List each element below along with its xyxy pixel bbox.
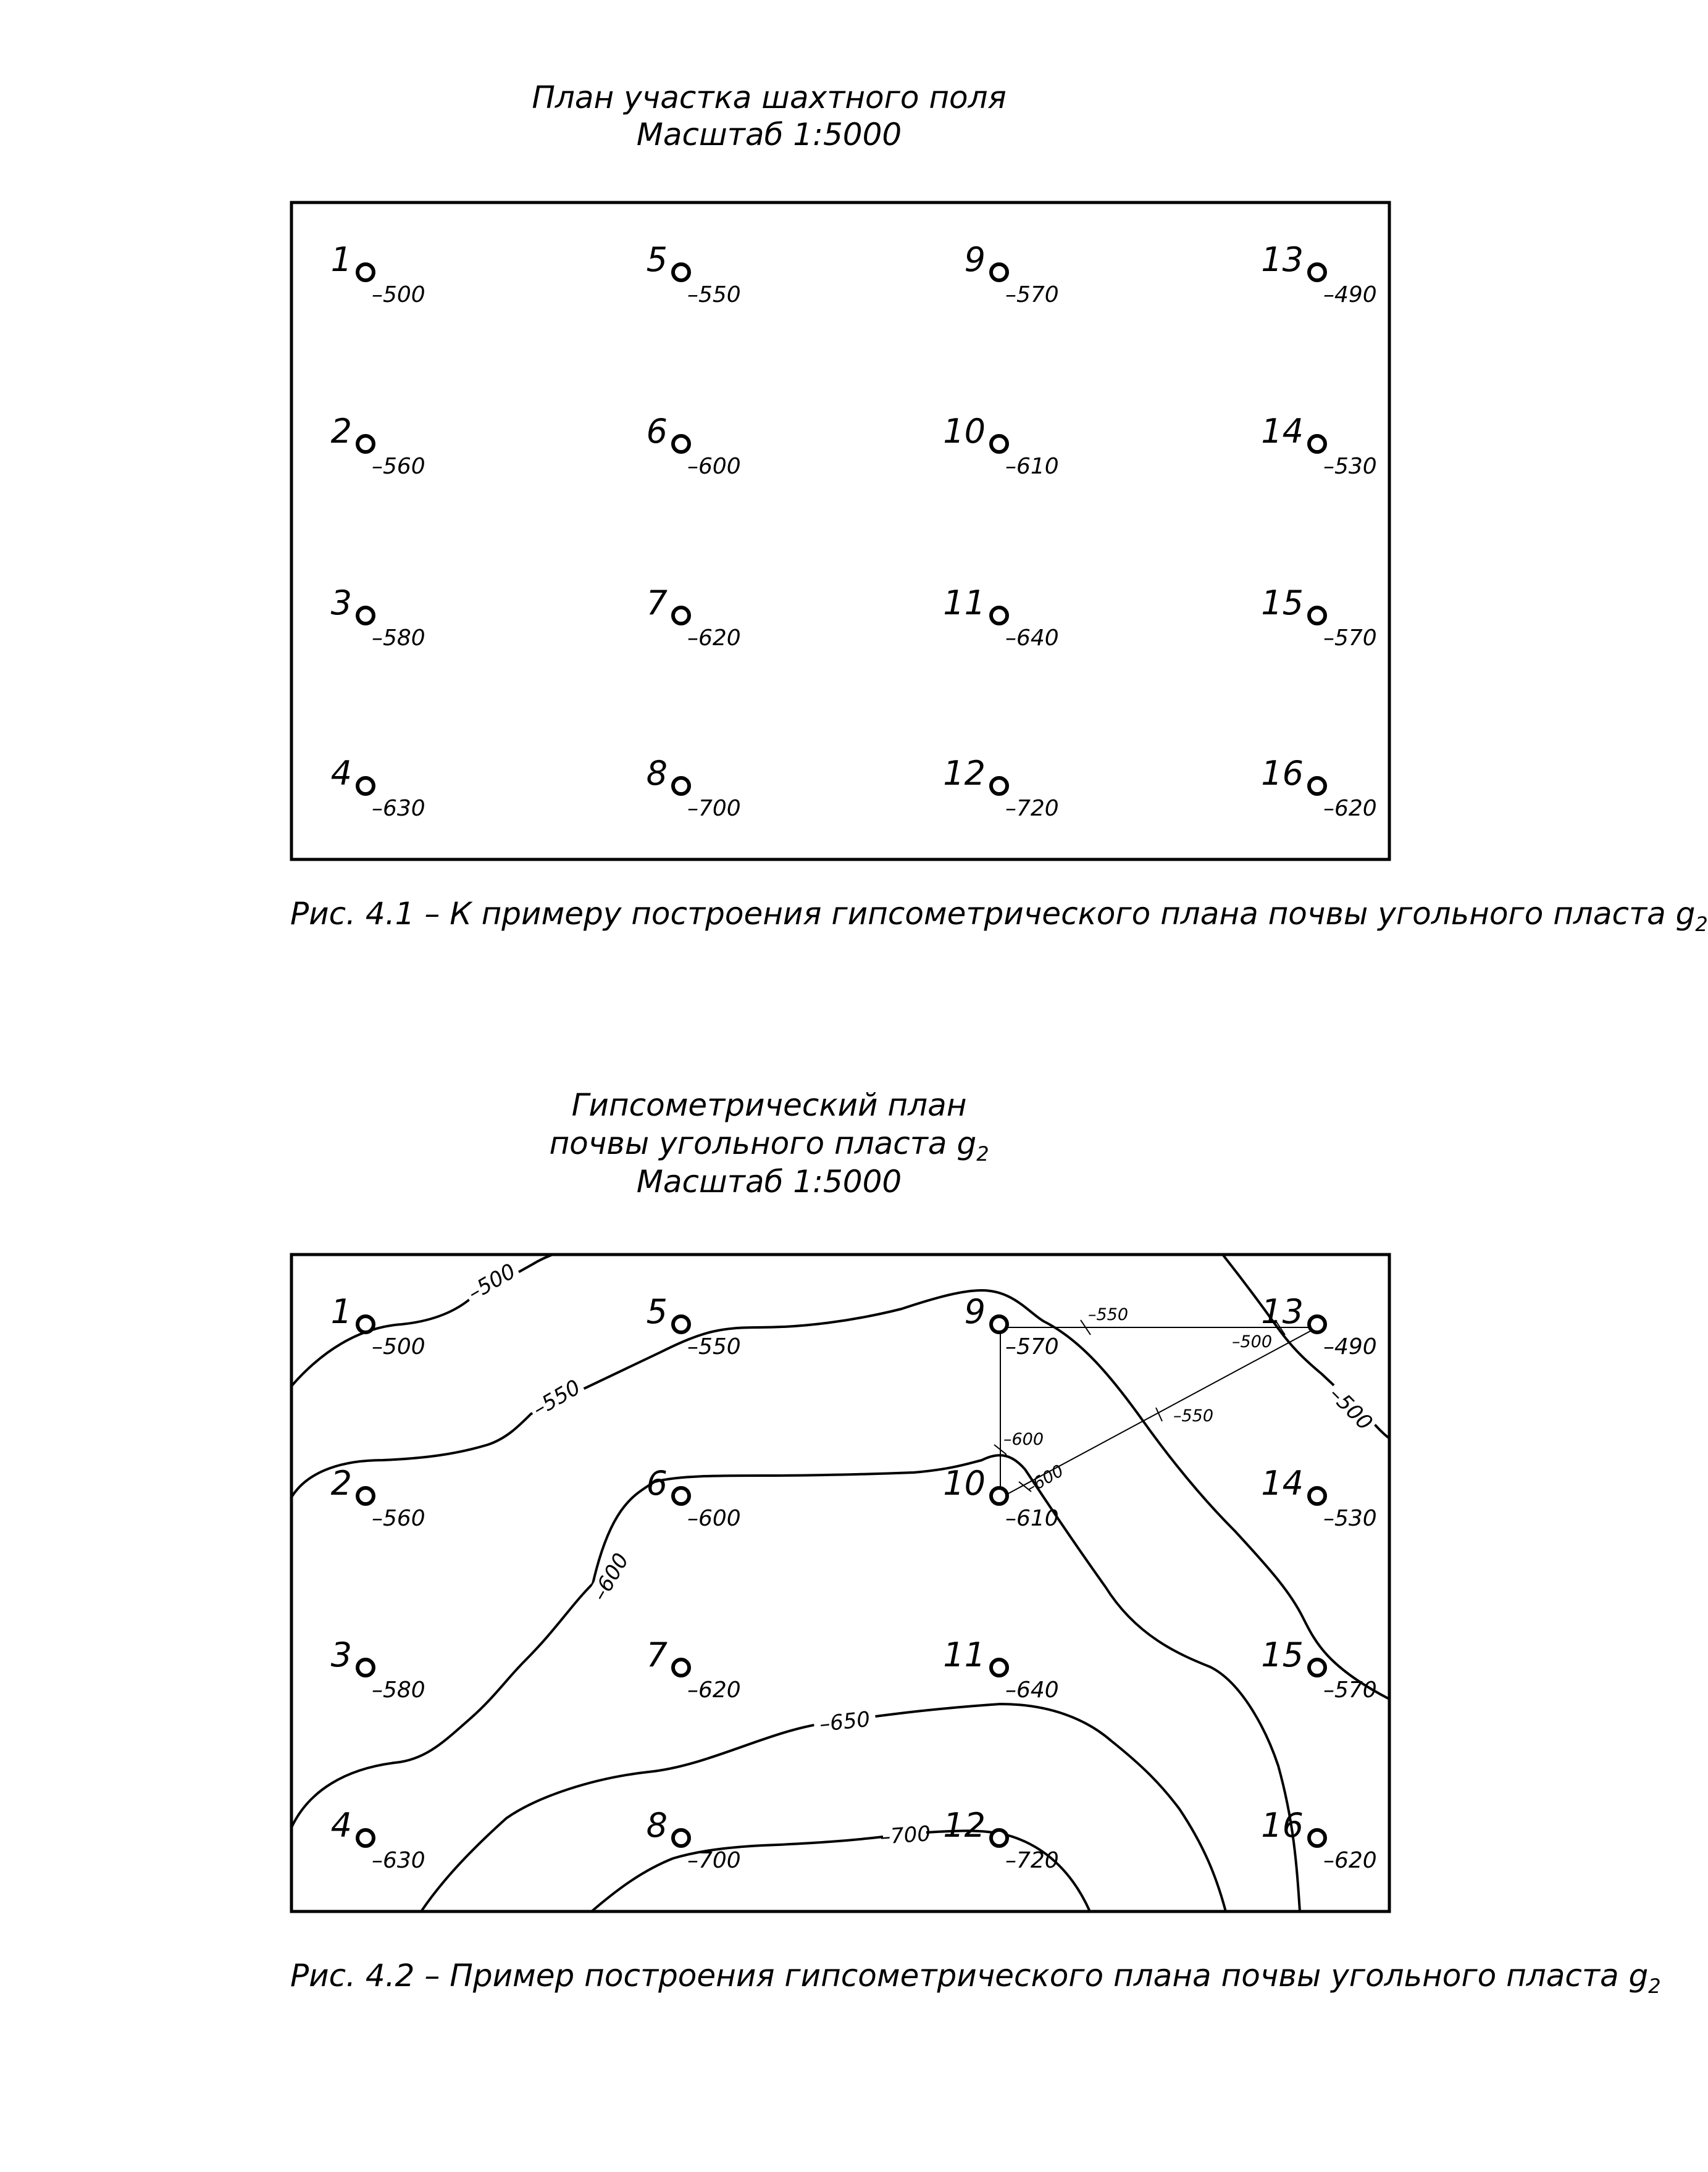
borehole-number: 9 [964, 240, 986, 279]
borehole-elevation: –560 [372, 454, 425, 479]
borehole-number: 2 [330, 412, 352, 451]
borehole-7 [647, 1635, 741, 1703]
borehole-5 [647, 1292, 741, 1360]
construction-label-600-diag: –600 [1023, 1461, 1067, 1498]
borehole-elevation: –700 [687, 796, 741, 821]
borehole-elevation: –640 [1005, 1677, 1059, 1703]
borehole-elevation: –530 [1323, 1506, 1377, 1531]
borehole-number: 15 [1261, 583, 1304, 622]
borehole-number: 15 [1261, 1635, 1304, 1674]
borehole-number: 10 [943, 1464, 986, 1503]
borehole-12 [943, 1806, 1058, 1873]
borehole-elevation: –640 [1005, 625, 1059, 651]
borehole-14 [1261, 1464, 1376, 1531]
borehole-elevation: –620 [687, 1677, 741, 1703]
borehole-elevation: –620 [1323, 1848, 1377, 1873]
borehole-marker [358, 1488, 374, 1504]
fig1-title-line2: Масштаб 1:5000 [636, 117, 902, 152]
borehole-number: 16 [1261, 754, 1304, 793]
borehole-marker [673, 1488, 689, 1504]
borehole-elevation: –630 [372, 796, 425, 821]
borehole-number: 8 [646, 754, 668, 793]
borehole-number: 6 [646, 412, 668, 451]
borehole-number: 11 [943, 1635, 986, 1674]
borehole-elevation: –500 [372, 1334, 425, 1360]
construction-label-550-diag: –550 [1173, 1406, 1214, 1426]
borehole-number: 7 [646, 1635, 668, 1674]
fig2-title-line3: Масштаб 1:5000 [636, 1164, 902, 1200]
borehole-elevation: –500 [372, 282, 425, 307]
borehole-elevation: –570 [1323, 625, 1377, 651]
borehole-marker [358, 1316, 374, 1332]
borehole-elevation: –620 [687, 625, 741, 651]
borehole-16 [1261, 1806, 1376, 1873]
fig2-title-line1: Гипсометрический план [571, 1087, 967, 1123]
fig2-title-line2-sub: 2 [976, 1142, 989, 1166]
fig2-caption-text: Рис. 4.2 – Пример построения гипсометрического плана почвы угольного пласта g [290, 1958, 1649, 1994]
borehole-4 [331, 1806, 425, 1873]
borehole-number: 13 [1261, 240, 1304, 279]
borehole-number: 5 [646, 1292, 668, 1331]
borehole-elevation: –700 [687, 1848, 741, 1873]
fig2-caption-sub: 2 [1648, 1974, 1661, 1998]
borehole-number: 10 [943, 412, 986, 451]
borehole-elevation: –610 [1005, 1506, 1059, 1531]
borehole-marker [673, 1316, 689, 1332]
borehole-2 [331, 1464, 425, 1531]
borehole-elevation: –620 [1323, 796, 1377, 821]
borehole-marker [991, 1488, 1007, 1504]
fig1-caption-text: Рис. 4.1 – К примеру построения гипсометрического плана почвы угольного пласта g [290, 896, 1696, 932]
borehole-number: 4 [330, 1806, 352, 1845]
borehole-number: 1 [330, 240, 352, 279]
borehole-elevation: –490 [1323, 1334, 1377, 1360]
borehole-11 [943, 1635, 1058, 1703]
borehole-marker [991, 1660, 1007, 1676]
construction-label-550-top: –550 [1088, 1305, 1129, 1324]
fig1-caption-sub: 2 [1695, 913, 1708, 936]
construction-label-600-vert: –600 [1003, 1430, 1044, 1449]
tick-550-diag [1156, 1408, 1162, 1421]
borehole-elevation: –600 [687, 454, 741, 479]
borehole-elevation: –720 [1005, 1848, 1059, 1873]
borehole-number: 6 [646, 1464, 668, 1503]
borehole-number: 14 [1261, 412, 1304, 451]
borehole-marker [358, 1830, 374, 1846]
borehole-elevation: –490 [1323, 282, 1377, 307]
borehole-elevation: –570 [1005, 1334, 1059, 1360]
fig1-title-line1: План участка шахтного поля [532, 80, 1007, 115]
borehole-marker [358, 1660, 374, 1676]
contour-label-500-right: –500 [1324, 1382, 1378, 1435]
fig2-frame [291, 1255, 1389, 1911]
borehole-3 [331, 1635, 425, 1703]
borehole-marker [673, 1830, 689, 1846]
borehole-number: 8 [646, 1806, 668, 1845]
borehole-elevation: –600 [687, 1506, 741, 1531]
borehole-number: 1 [330, 1292, 352, 1331]
borehole-elevation: –530 [1323, 454, 1377, 479]
contour-label-500: –500 [464, 1259, 520, 1306]
borehole-elevation: –580 [372, 1677, 425, 1703]
borehole-9 [965, 1292, 1059, 1360]
borehole-number: 12 [943, 754, 986, 793]
borehole-marker [991, 1830, 1007, 1846]
contour-550 [291, 1290, 1389, 1699]
borehole-number: 3 [330, 1635, 352, 1674]
borehole-number: 4 [330, 754, 352, 793]
borehole-elevation: –580 [372, 625, 425, 651]
borehole-number: 2 [330, 1464, 352, 1503]
borehole-number: 3 [330, 583, 352, 622]
borehole-6 [647, 1464, 741, 1531]
fig2-title-line2-text: почвы угольного пласта g [549, 1126, 977, 1161]
borehole-elevation: –610 [1005, 454, 1059, 479]
borehole-marker [1309, 1830, 1325, 1846]
borehole-marker [1309, 1660, 1325, 1676]
borehole-marker [673, 1660, 689, 1676]
contour-label-550: –550 [529, 1375, 585, 1422]
borehole-number: 7 [646, 583, 668, 622]
borehole-elevation: –550 [687, 282, 741, 307]
borehole-number: 12 [943, 1806, 986, 1845]
borehole-marker [991, 1316, 1007, 1332]
borehole-number: 13 [1261, 1292, 1304, 1331]
borehole-number: 5 [646, 240, 668, 279]
borehole-marker [1309, 1488, 1325, 1504]
contour-label-700: –700 [879, 1821, 932, 1850]
borehole-number: 11 [943, 583, 986, 622]
contour-label-650: –650 [818, 1706, 871, 1737]
borehole-1 [331, 1292, 425, 1360]
borehole-elevation: –720 [1005, 796, 1059, 821]
borehole-13 [1261, 1292, 1376, 1360]
borehole-number: 16 [1261, 1806, 1304, 1845]
borehole-number: 9 [964, 1292, 986, 1331]
borehole-elevation: –560 [372, 1506, 425, 1531]
contour-label-600: –600 [587, 1549, 634, 1605]
borehole-elevation: –570 [1005, 282, 1059, 307]
borehole-marker [1309, 1316, 1325, 1332]
borehole-elevation: –550 [687, 1334, 741, 1360]
borehole-number: 14 [1261, 1464, 1304, 1503]
construction-label-500-top: –500 [1232, 1332, 1273, 1351]
borehole-elevation: –630 [372, 1848, 425, 1873]
borehole-elevation: –570 [1323, 1677, 1377, 1703]
fig2-caption [290, 1957, 1661, 2005]
